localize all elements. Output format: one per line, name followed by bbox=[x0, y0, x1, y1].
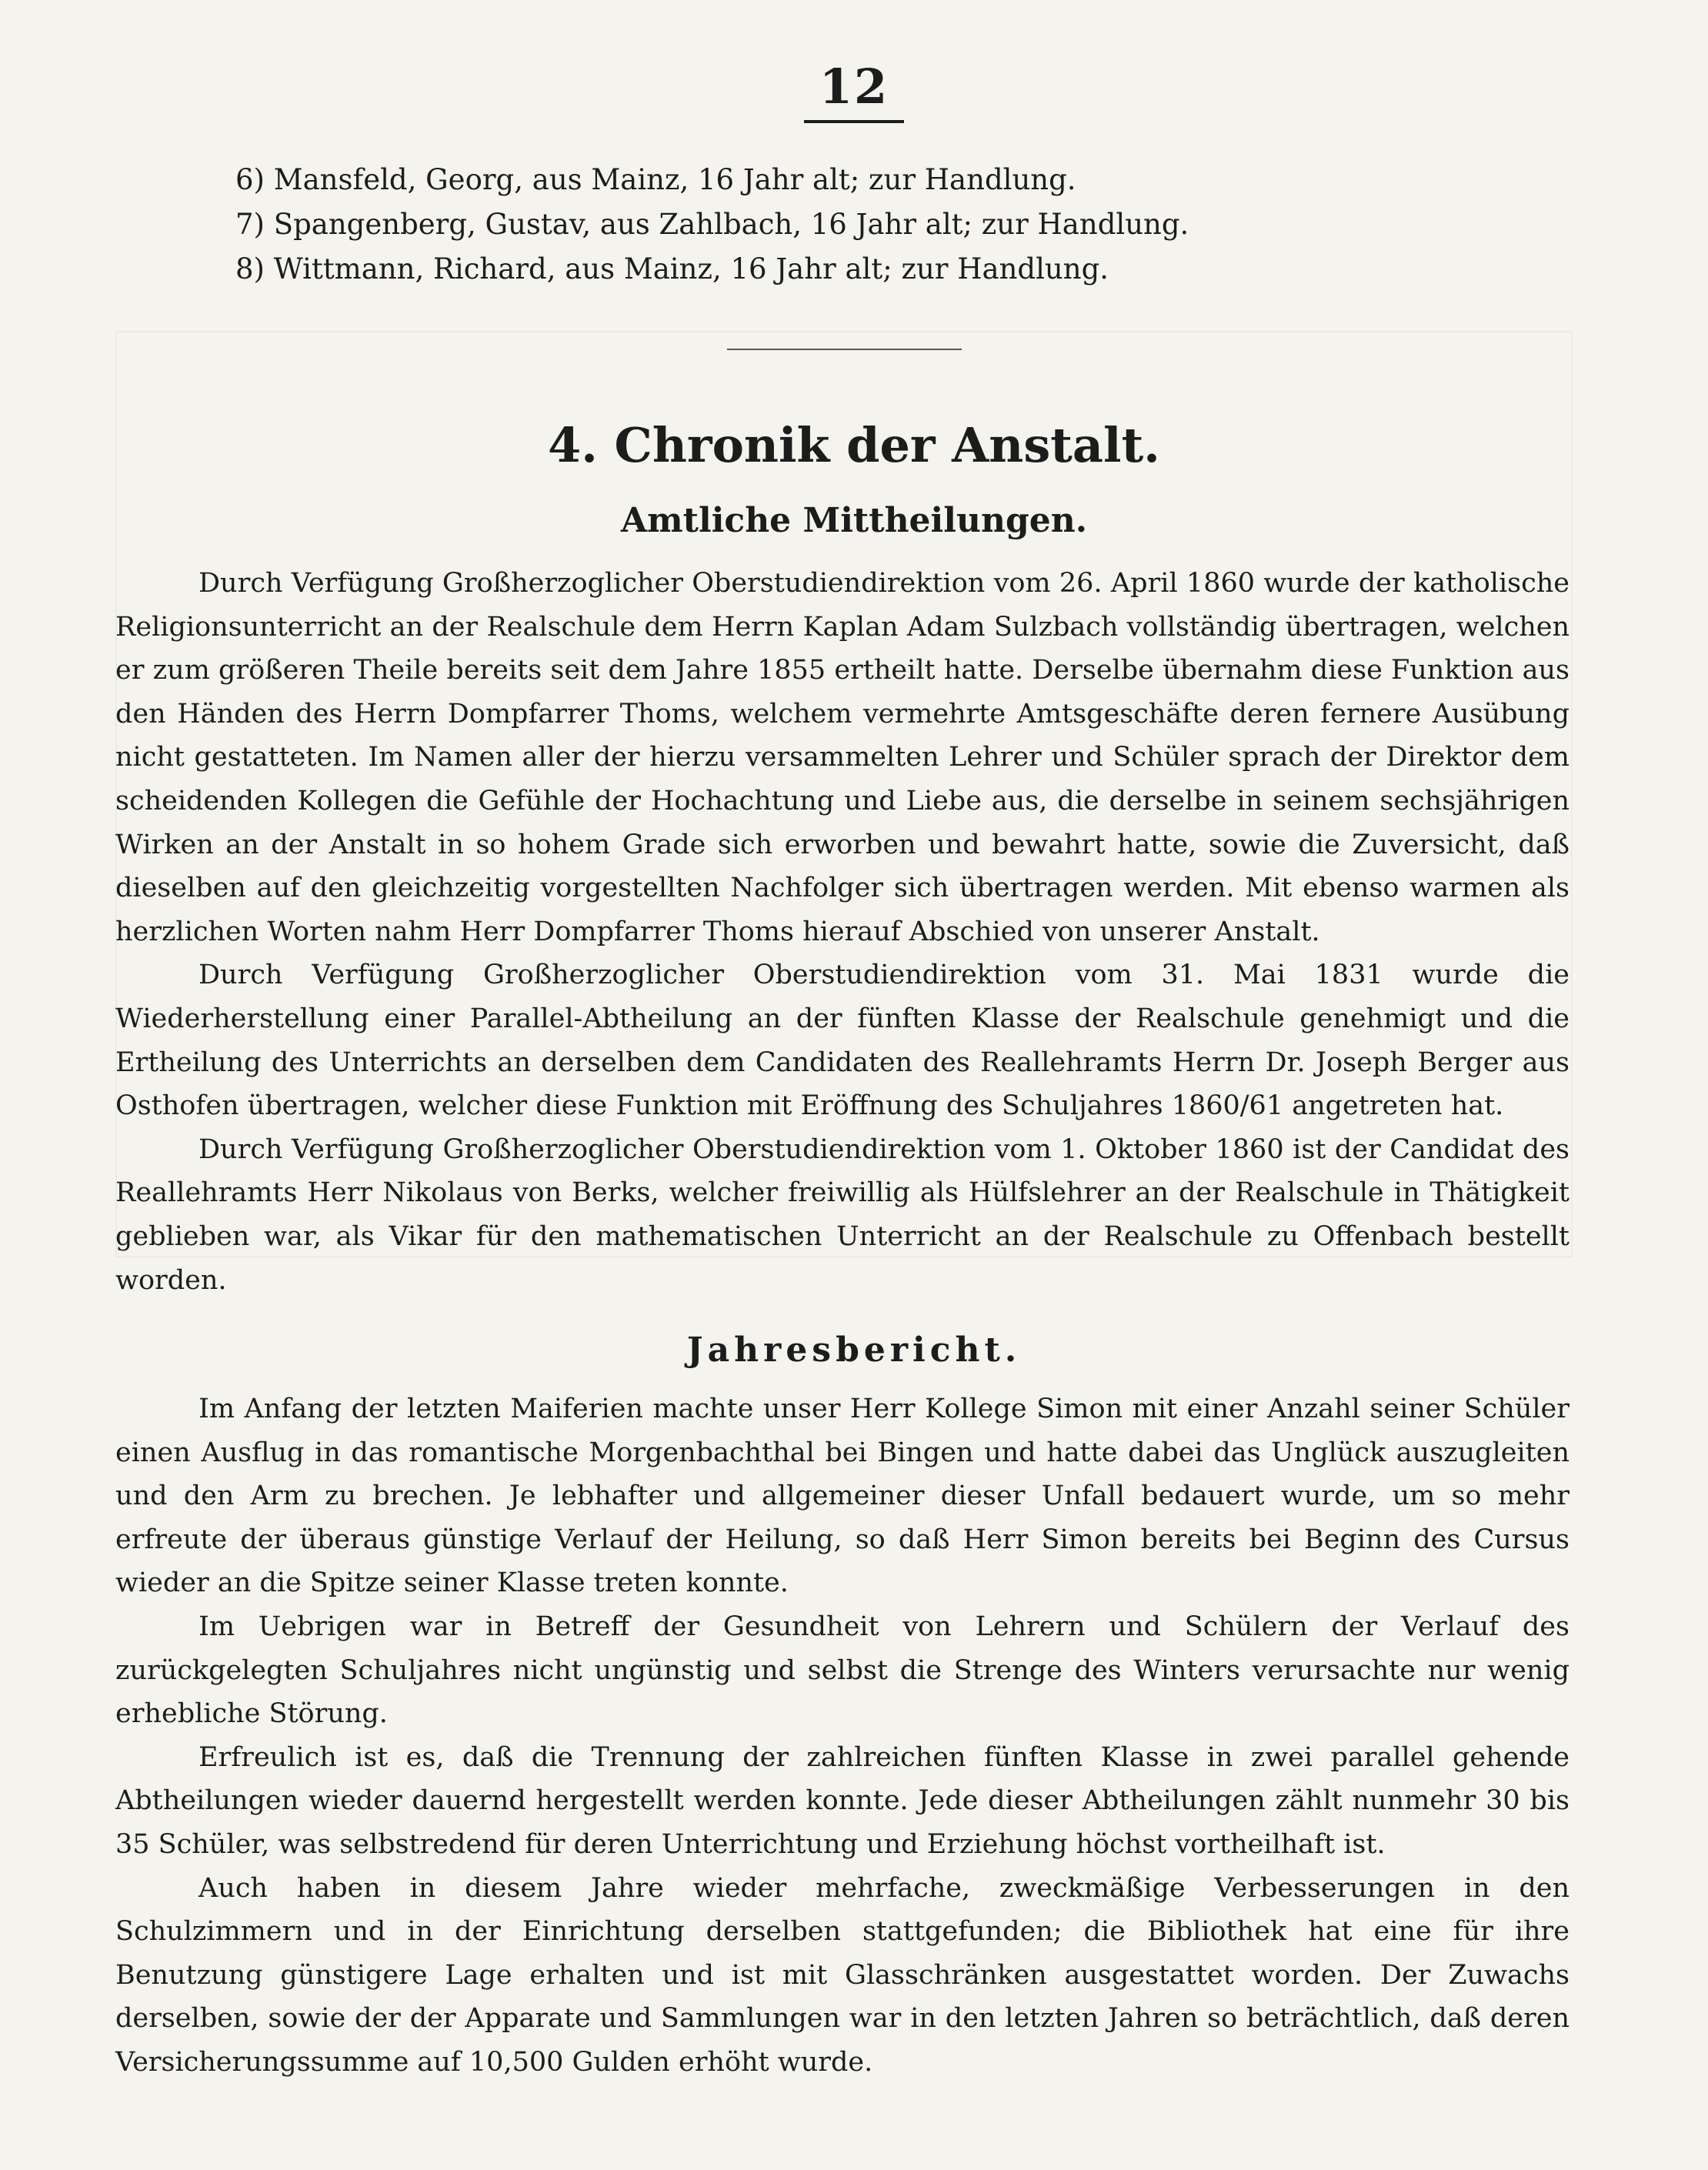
paragraph: Durch Verfügung Großherzoglicher Oberstudiendirektion vom 26. April 1860 wurde der katholische Religionsunterricht an der Realschule dem Herrn Kaplan Adam Sulzbach vollständig übertragen, welchen er zum größeren Theile bereits seit dem Jahre 1855 ertheilt hatte. Derselbe übernahm diese Funktion aus den Händen des Herrn Dompfarrer Thoms, welchem vermehrte Amtsgeschäfte deren fernere Ausübung nicht gestatteten. Im Namen aller der hierzu versammelten Lehrer und Schüler sprach der Direktor dem scheidenden Kollegen die Gefühle der Hochachtung und Liebe aus, die derselbe in seinem sechsjährigen Wirken an der Anstalt in so hohem Grade sich erworben und bewahrt hatte, sowie die Zuversicht, daß dieselben auf den gleichzeitig vorgestellten Nachfolger sich übertragen werden. Mit ebenso warmen als herzlichen Worten nahm Herr Dompfarrer Thoms hierauf Abschied von unserer Anstalt. bbox=[115, 568, 1570, 947]
paragraph: Auch haben in diesem Jahre wieder mehrfache, zweckmäßige Verbesserungen in den Schulzimmern und in der Einrichtung derselben stattgefunden; die Bibliothek hat eine für ihre Benutzung günstigere Lage erhalten und ist mit Glasschränken ausgestattet worden. Der Zuwachs derselben, sowie der der Apparate und Sammlungen war in den letzten Jahren so beträchtlich, daß deren Versicherungssumme auf 10,500 Gulden erhöht wurde. bbox=[115, 1872, 1570, 2078]
official-heading: Amtliche Mittheilungen. bbox=[620, 501, 1088, 540]
paragraph: Im Uebrigen war in Betreff der Gesundheit von Lehrern und Schülern der Verlauf des zurückgelegten Schuljahres nicht ungünstig und selbst die Strenge des Winters verursachte nur wenig erhebliche Störung. bbox=[115, 1611, 1570, 1730]
annual-heading: Jahresbericht. bbox=[686, 1330, 1022, 1370]
paragraph: Erfreulich ist es, daß die Trennung der zahlreichen fünften Klasse in zwei parallel gehende Abtheilungen wieder dauernd hergestellt werden konnte. Jede dieser Abtheilungen zählt nunmehr 30 bis 35 Schüler, was selbstredend für deren Unterrichtung und Erziehung höchst vortheilhaft ist. bbox=[115, 1741, 1570, 1860]
list-item: 7) Spangenberg, Gustav, aus Zahlbach, 16 Jahr alt; zur Handlung. bbox=[235, 208, 1189, 241]
student-list bbox=[235, 158, 1543, 292]
annual-text bbox=[115, 1387, 1570, 2085]
section-title: 4. Chronik der Anstalt. bbox=[548, 417, 1160, 473]
section-divider bbox=[727, 349, 962, 350]
paragraph: Im Anfang der letzten Maiferien machte unser Herr Kollege Simon mit einer Anzahl seiner Schüler einen Ausflug in das romantische Morgenbachthal bei Bingen und hatte dabei das Unglück auszugleiten und den Arm zu brechen. Je lebhafter und allgemeiner dieser Unfall bedauert wurde, um so mehr erfreute der überaus günstige Verlauf der Heilung, so daß Herr Simon bereits bei Beginn des Cursus wieder an die Spitze seiner Klasse treten konnte. bbox=[115, 1394, 1570, 1599]
list-item: 6) Mansfeld, Georg, aus Mainz, 16 Jahr alt; zur Handlung. bbox=[235, 163, 1076, 196]
paragraph: Durch Verfügung Großherzoglicher Oberstudiendirektion vom 31. Mai 1831 wurde die Wiederherstellung einer Parallel-Abtheilung an der fünften Klasse der Realschule genehmigt und die Ertheilung des Unterrichts an derselben dem Candidaten des Reallehramts Herrn Dr. Joseph Berger aus Osthofen übertragen, welcher diese Funktion mit Eröffnung des Schuljahres 1860/61 angetreten hat. bbox=[115, 960, 1570, 1122]
page-number: 12 bbox=[819, 58, 889, 115]
list-item: 8) Wittmann, Richard, aus Mainz, 16 Jahr alt; zur Handlung. bbox=[235, 252, 1109, 285]
official-text bbox=[115, 562, 1570, 1302]
paragraph: Durch Verfügung Großherzoglicher Oberstudiendirektion vom 1. Oktober 1860 ist der Candidat des Reallehramts Herr Nikolaus von Berks, welcher freiwillig als Hülfslehrer an der Realschule in Thätigkeit geblieben war, als Vikar für den mathematischen Unterricht an der Realschule zu Offenbach bestellt worden. bbox=[115, 1133, 1570, 1296]
page-number-underline bbox=[804, 120, 904, 123]
